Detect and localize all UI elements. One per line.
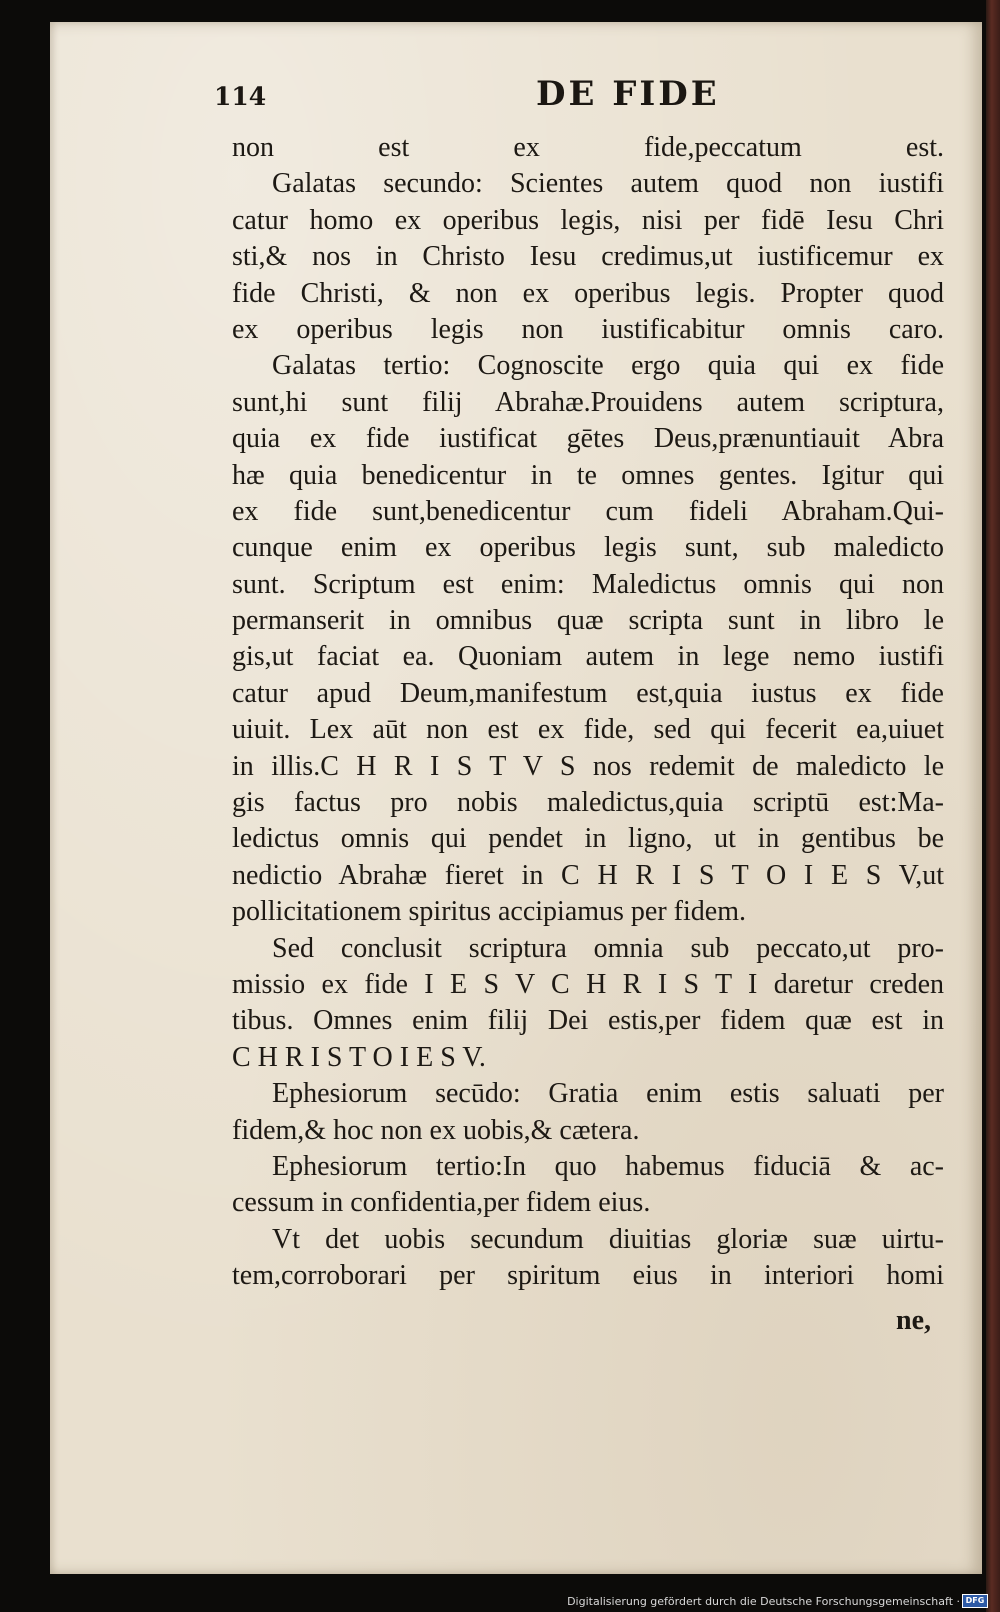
text-line: ex fide sunt,benedicentur cum fideli Abraham.Qui- bbox=[232, 495, 944, 527]
book-spine-edge bbox=[986, 0, 1000, 1612]
text-line: tem,corroborari per spiritum eius in interiori homi bbox=[232, 1260, 944, 1292]
catchword: ne, bbox=[896, 1305, 931, 1336]
text-line: Ephesiorum secūdo: Gratia enim estis saluati per bbox=[272, 1078, 944, 1110]
text-line: sunt,hi sunt filij Abrahæ.Prouidens autem scriptura, bbox=[232, 386, 944, 418]
digitization-credit: Digitalisierung gefördert durch die Deutsche Forschungsgemeinschaft · bbox=[567, 1595, 960, 1608]
text-line: gis,ut faciat ea. Quoniam autem in lege nemo iustifi bbox=[232, 641, 944, 673]
text-line: C H R I S T O I E S V. bbox=[232, 1041, 486, 1073]
text-line: catur homo ex operibus legis, nisi per fidē Iesu Chri bbox=[232, 204, 944, 236]
text-line: Vt det uobis secundum diuitias gloriæ suæ uirtu- bbox=[272, 1223, 944, 1255]
text-line: missio ex fide I E S V C H R I S T I daretur creden bbox=[232, 968, 944, 1000]
text-line: catur apud Deum,manifestum est,quia iustus ex fide bbox=[232, 677, 944, 709]
text-line: Ephesiorum tertio:In quo habemus fiduciā & ac- bbox=[272, 1150, 944, 1182]
text-line: Galatas secundo: Scientes autem quod non iustifi bbox=[272, 168, 944, 200]
text-line: fide Christi, & non ex operibus legis. Propter quod bbox=[232, 277, 944, 309]
text-line: nedictio Abrahæ fieret in C H R I S T O I E S V,ut bbox=[232, 859, 944, 891]
text-line: cessum in confidentia,per fidem eius. bbox=[232, 1187, 651, 1219]
text-line: Sed conclusit scriptura omnia sub peccato,ut pro- bbox=[272, 932, 944, 964]
page-header bbox=[208, 74, 768, 134]
page-number: 114 bbox=[214, 82, 267, 111]
text-line: fidem,& hoc non ex uobis,& cætera. bbox=[232, 1114, 640, 1146]
text-line: tibus. Omnes enim filij Dei estis,per fidem quæ est in bbox=[232, 1005, 944, 1037]
text-line: ledictus omnis qui pendet in ligno, ut in gentibus be bbox=[232, 823, 944, 855]
text-line: Galatas tertio: Cognoscite ergo quia qui ex fide bbox=[272, 350, 944, 382]
text-line: in illis.C H R I S T V S nos redemit de maledicto le bbox=[232, 750, 944, 782]
body-text bbox=[232, 130, 944, 1295]
text-line: ex operibus legis non iustificabitur omnis caro. bbox=[232, 313, 944, 345]
text-line: non est ex fide,peccatum est. bbox=[232, 132, 944, 163]
text-line: cunque enim ex operibus legis sunt, sub maledicto bbox=[232, 532, 944, 564]
dfg-logo: DFG bbox=[962, 1594, 988, 1608]
running-head: DE FIDE bbox=[536, 74, 720, 114]
text-line: permanserit in omnibus quæ scripta sunt in libro le bbox=[232, 605, 944, 637]
text-line: sunt. Scriptum est enim: Maledictus omnis qui non bbox=[232, 568, 944, 600]
text-line: uiuit. Lex aūt non est ex fide, sed qui fecerit ea,uiuet bbox=[232, 714, 944, 746]
text-line: quia ex fide iustificat gētes Deus,prænuntiauit Abra bbox=[232, 423, 944, 455]
text-line: hæ quia benedicentur in te omnes gentes. Igitur qui bbox=[232, 459, 944, 491]
text-line: sti,& nos in Christo Iesu credimus,ut iustificemur ex bbox=[232, 241, 944, 273]
text-line: gis factus pro nobis maledictus,quia scriptū est:Ma- bbox=[232, 787, 944, 819]
text-line: pollicitationem spiritus accipiamus per fidem. bbox=[232, 896, 746, 928]
